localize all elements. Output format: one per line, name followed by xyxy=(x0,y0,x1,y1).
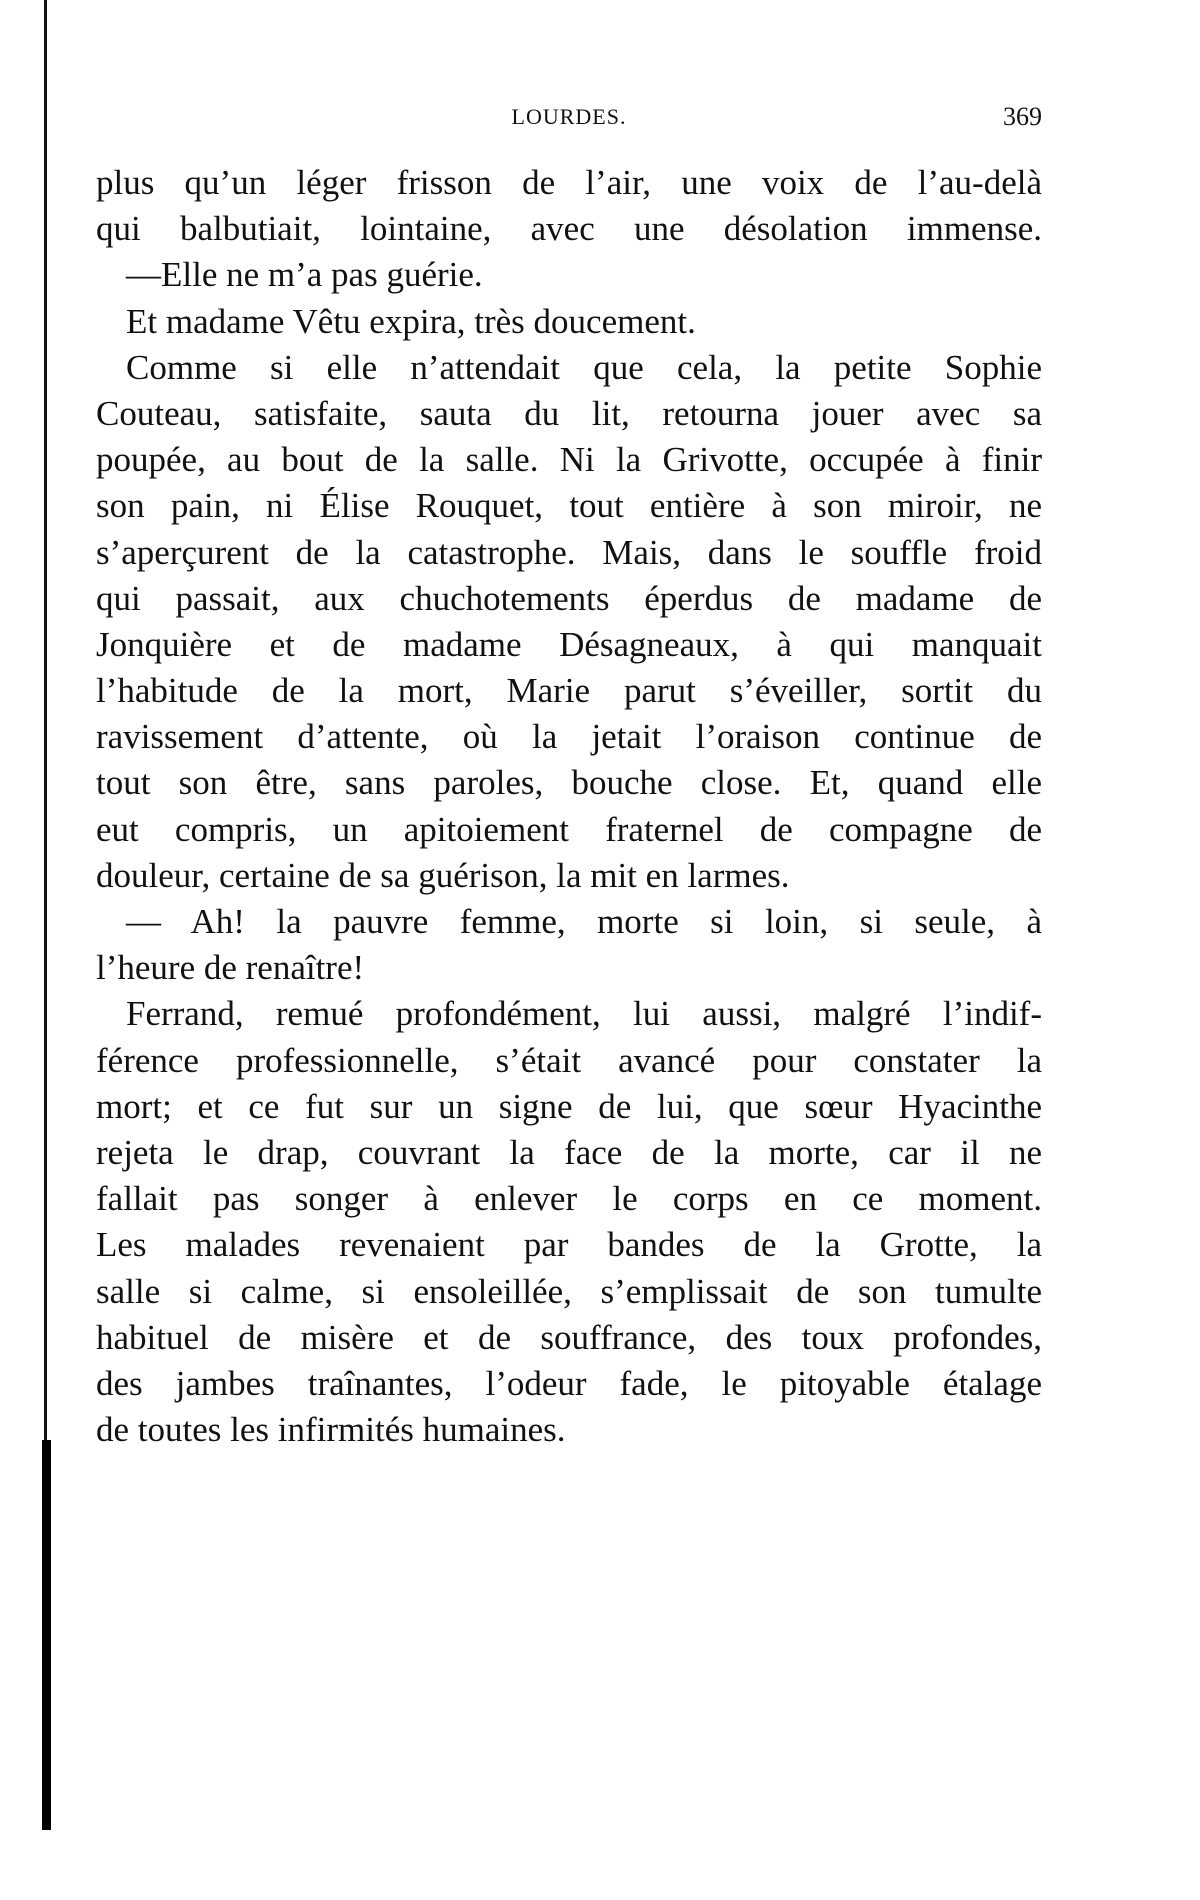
text-line: Jonquière et de madame Désagneaux, à qui manquait xyxy=(96,624,1042,664)
text-line: son pain, ni Élise Rouquet, tout entière à son miroir, ne xyxy=(96,486,1042,526)
text-line: l’heure de renaître! xyxy=(96,948,365,988)
page-body xyxy=(96,160,1042,1453)
text-line: des jambes traînantes, l’odeur fade, le pitoyable étalage xyxy=(96,1363,1042,1403)
text-line: — Ah! la pauvre femme, morte si loin, si seule, à xyxy=(126,902,1042,941)
text-line: Et madame Vêtu expira, très doucement. xyxy=(126,301,696,341)
text-line: tout son être, sans paroles, bouche close. Et, quand elle xyxy=(96,763,1042,803)
text-line: férence professionnelle, s’était avancé pour constater la xyxy=(96,1040,1042,1080)
text-line: qui balbutiait, lointaine, avec une désolation immense. xyxy=(96,209,1042,249)
page-edge-rule xyxy=(44,0,47,1440)
text-line: salle si calme, si ensoleillée, s’emplissait de son tumulte xyxy=(96,1271,1042,1311)
text-line: de toutes les infirmités humaines. xyxy=(96,1410,566,1450)
text-line: fallait pas songer à enlever le corps en ce moment. xyxy=(96,1179,1042,1219)
text-line: s’aperçurent de la catastrophe. Mais, dans le souffle froid xyxy=(96,532,1042,572)
text-line: Les malades revenaient par bandes de la Grotte, la xyxy=(96,1225,1042,1265)
text-line: l’habitude de la mort, Marie parut s’éveiller, sortit du xyxy=(96,671,1042,711)
text-line: poupée, au bout de la salle. Ni la Grivotte, occupée à finir xyxy=(96,440,1042,480)
text-line: douleur, certaine de sa guérison, la mit en larmes. xyxy=(96,855,790,895)
text-line: plus qu’un léger frisson de l’air, une voix de l’au-delà xyxy=(96,163,1042,202)
text-line: habituel de misère et de souffrance, des toux profondes, xyxy=(96,1317,1042,1357)
text-line: —Elle ne m’a pas guérie. xyxy=(126,255,483,295)
text-line: Ferrand, remué profondément, lui aussi, malgré l’indif- xyxy=(126,994,1042,1034)
text-line: Comme si elle n’attendait que cela, la petite Sophie xyxy=(126,347,1042,387)
text-line: mort; et ce fut sur un signe de lui, que sœur Hyacinthe xyxy=(96,1086,1042,1126)
text-line: qui passait, aux chuchotements éperdus de madame de xyxy=(96,578,1042,618)
running-title: LOURDES. xyxy=(511,104,627,129)
text-line: rejeta le drap, couvrant la face de la morte, car il ne xyxy=(96,1132,1042,1172)
page-number: 369 xyxy=(1003,102,1042,131)
page-header xyxy=(96,104,1042,140)
text-line: ravissement d’attente, où la jetait l’oraison continue de xyxy=(96,717,1042,757)
text-line: eut compris, un apitoiement fraternel de compagne de xyxy=(96,809,1042,849)
binding-shadow xyxy=(42,1440,51,1830)
text-line: Couteau, satisfaite, sauta du lit, retourna jouer avec sa xyxy=(96,393,1042,433)
